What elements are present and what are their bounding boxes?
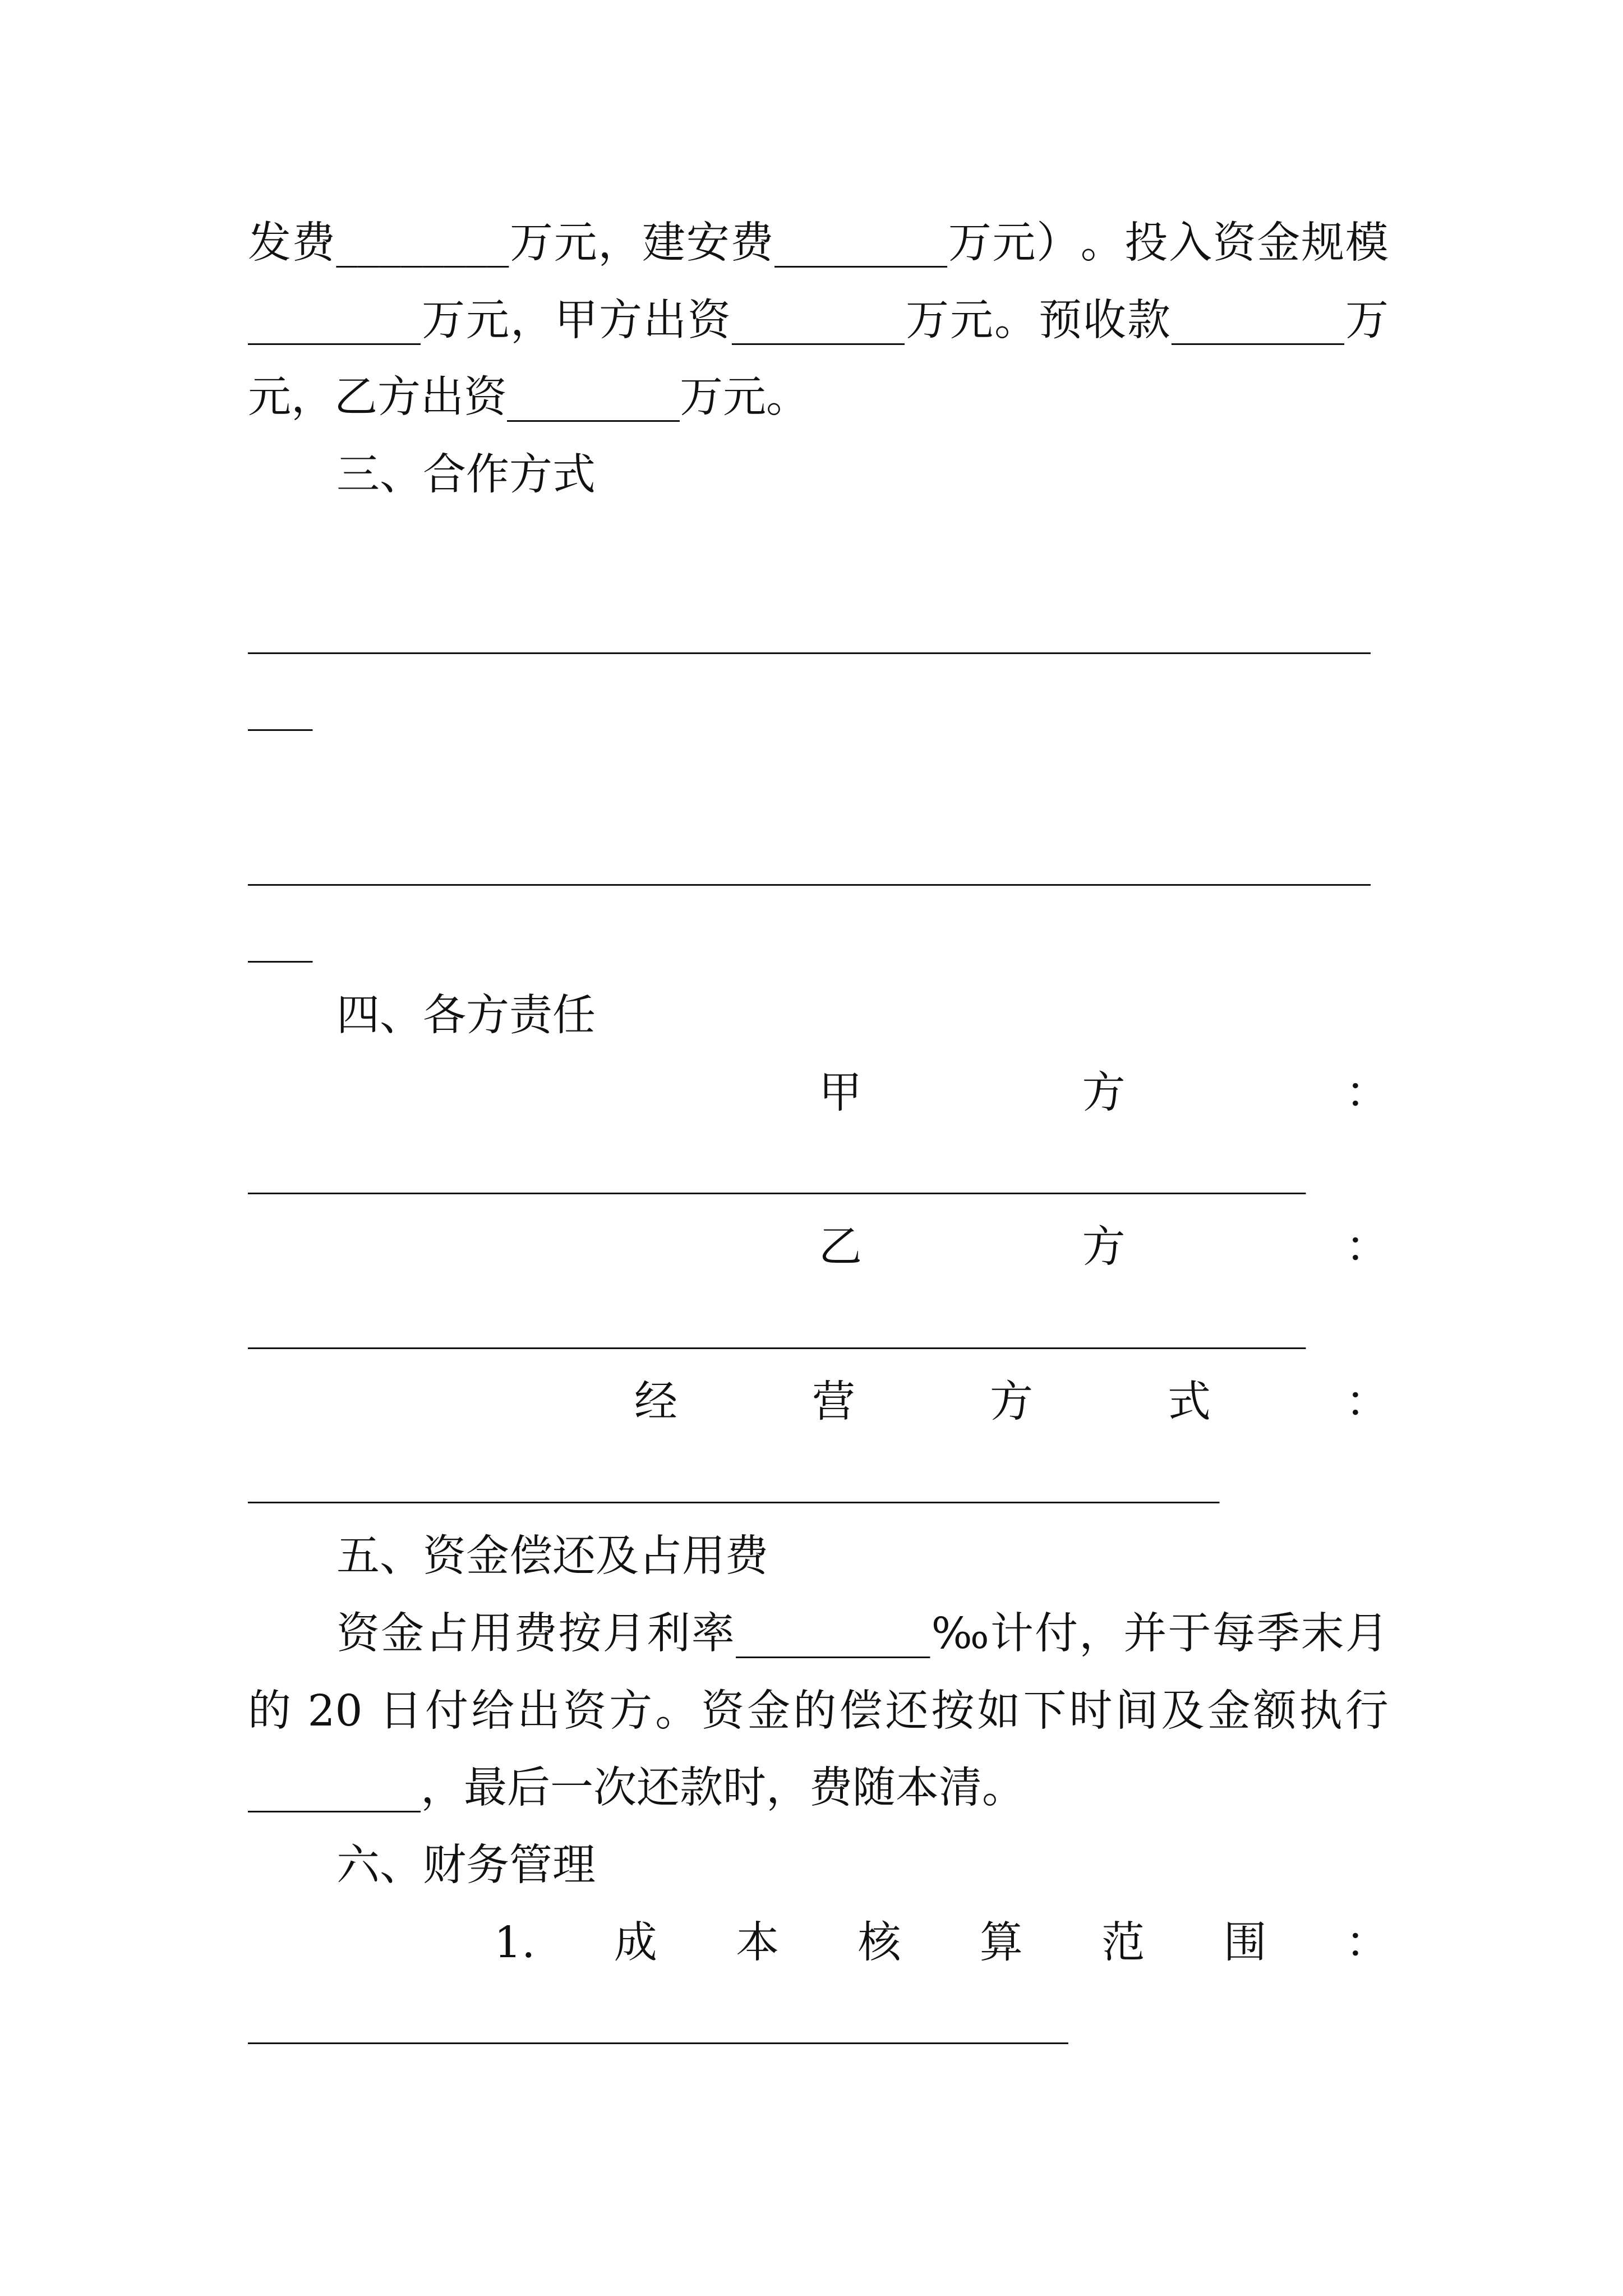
glyph: 金 <box>381 1609 425 1659</box>
glyph: ________ <box>774 218 948 268</box>
operation-mode-blank: _____________________________________________ <box>248 1454 1220 1504</box>
section-heading-cooperation: 三、合作方式 <box>336 450 596 500</box>
investment-line-1 <box>248 205 1389 282</box>
glyph: 及 <box>1161 1686 1205 1736</box>
repayment-line-2 <box>248 1673 1389 1750</box>
glyph: ， <box>598 218 642 268</box>
glyph: 。 <box>994 296 1038 346</box>
glyph: 占 <box>425 1609 469 1659</box>
glyph: ： <box>1345 1918 1389 1968</box>
glyph: 万 <box>906 296 949 346</box>
glyph: 式 <box>1168 1377 1211 1427</box>
glyph: 季 <box>1256 1609 1300 1659</box>
glyph: 元 <box>992 218 1036 268</box>
glyph: 日 <box>379 1686 422 1736</box>
cooperation-blank-line: ____________________________________________________ <box>248 836 1371 886</box>
glyph: 每 <box>1212 1609 1256 1659</box>
investment-line-3: 元，乙方出资________万元。 <box>248 372 809 422</box>
glyph: ________ <box>1172 296 1344 346</box>
glyph: 费 <box>292 218 335 268</box>
party-a-label <box>819 1055 1389 1132</box>
glyph: 收 <box>1083 296 1126 346</box>
glyph: 范 <box>1101 1918 1145 1968</box>
glyph: ‰ <box>931 1609 989 1659</box>
glyph: 资 <box>1212 218 1256 268</box>
glyph: 本 <box>736 1918 780 1968</box>
glyph: 出 <box>643 296 686 346</box>
glyph: ________ <box>732 296 905 346</box>
glyph: 按 <box>931 1686 975 1736</box>
glyph: 。 <box>1080 218 1124 268</box>
glyph: 万 <box>948 218 992 268</box>
glyph: 间 <box>1115 1686 1159 1736</box>
glyph: 的 <box>248 1686 291 1736</box>
glyph: 方 <box>609 1686 653 1736</box>
glyph: 投 <box>1124 218 1168 268</box>
glyph: 用 <box>469 1609 513 1659</box>
glyph: ： <box>1345 1377 1389 1427</box>
glyph: 付 <box>1035 1609 1078 1659</box>
glyph: 还 <box>885 1686 929 1736</box>
section-heading-responsibilities: 四、各方责任 <box>336 991 596 1041</box>
glyph: ________ <box>336 218 509 268</box>
glyph: 并 <box>1123 1609 1167 1659</box>
cooperation-blank-line: ___ <box>248 913 313 963</box>
glyph: 。 <box>655 1686 699 1736</box>
cost-accounting-scope-label <box>494 1904 1389 1982</box>
glyph: ： <box>1345 1068 1389 1118</box>
glyph: 费 <box>730 218 774 268</box>
glyph: 方 <box>599 296 642 346</box>
party-a-blank: _________________________________________________ <box>248 1145 1306 1195</box>
glyph: 资 <box>563 1686 607 1736</box>
glyph: 万 <box>1345 296 1389 346</box>
repayment-line-3: ________，最后一次还款时，费随本清。 <box>248 1763 1025 1813</box>
glyph: 计 <box>990 1609 1034 1659</box>
glyph: 时 <box>1069 1686 1113 1736</box>
glyph: 规 <box>1301 218 1345 268</box>
glyph: 付 <box>425 1686 469 1736</box>
glyph: 算 <box>979 1918 1023 1968</box>
glyph: 预 <box>1039 296 1082 346</box>
glyph: 于 <box>1168 1609 1211 1659</box>
glyph: 月 <box>602 1609 646 1659</box>
glyph: 方 <box>1082 1068 1126 1118</box>
glyph: 建 <box>642 218 686 268</box>
glyph: 末 <box>1301 1609 1344 1659</box>
glyph: 费 <box>514 1609 557 1659</box>
glyph: 金 <box>1257 218 1301 268</box>
glyph: 甲 <box>819 1068 862 1118</box>
glyph: 资 <box>701 1686 745 1736</box>
glyph: 围 <box>1223 1918 1267 1968</box>
glyph: ： <box>1345 1222 1389 1272</box>
glyph: 经 <box>634 1377 677 1427</box>
glyph: 安 <box>686 218 730 268</box>
glyph: 入 <box>1169 218 1212 268</box>
glyph: 如 <box>977 1686 1021 1736</box>
glyph: 的 <box>793 1686 837 1736</box>
repayment-line-1 <box>336 1595 1389 1673</box>
glyph: 模 <box>1345 218 1389 268</box>
glyph: 行 <box>1345 1686 1389 1736</box>
glyph: 月 <box>1345 1609 1389 1659</box>
glyph: 元 <box>554 218 597 268</box>
glyph: 万 <box>422 296 465 346</box>
glyph: 率 <box>691 1609 735 1659</box>
party-b-blank: _________________________________________________ <box>248 1300 1306 1350</box>
glyph: ， <box>510 296 554 346</box>
glyph: 甲 <box>555 296 598 346</box>
glyph: 核 <box>857 1918 901 1968</box>
glyph: 方 <box>990 1377 1033 1427</box>
glyph: 出 <box>517 1686 561 1736</box>
glyph: 金 <box>1207 1686 1251 1736</box>
glyph: 额 <box>1253 1686 1297 1736</box>
section-heading-repayment: 五、资金偿还及占用费 <box>336 1531 768 1581</box>
glyph: ） <box>1036 218 1080 268</box>
section-heading-finance: 六、财务管理 <box>336 1841 596 1890</box>
glyph: 乙 <box>819 1222 862 1272</box>
glyph: 按 <box>558 1609 602 1659</box>
cooperation-blank-line: ____________________________________________________ <box>248 605 1371 655</box>
glyph: 利 <box>647 1609 690 1659</box>
cost-accounting-scope-blank: ______________________________________ <box>248 1995 1068 2045</box>
glyph: _________ <box>735 1609 930 1659</box>
glyph: 成 <box>614 1918 657 1968</box>
glyph: 执 <box>1299 1686 1343 1736</box>
glyph: 1. <box>494 1918 536 1968</box>
party-b-label <box>819 1209 1389 1286</box>
glyph: 方 <box>1082 1222 1126 1272</box>
cooperation-blank-line: ___ <box>248 682 313 731</box>
glyph: 下 <box>1023 1686 1067 1736</box>
glyph: 万 <box>510 218 554 268</box>
operation-mode-label <box>634 1364 1389 1441</box>
glyph: 款 <box>1127 296 1170 346</box>
glyph: 资 <box>688 296 731 346</box>
glyph: ， <box>1079 1609 1123 1659</box>
glyph: 偿 <box>839 1686 883 1736</box>
investment-line-2 <box>248 282 1389 360</box>
glyph: 发 <box>248 218 291 268</box>
glyph: ________ <box>248 296 421 346</box>
glyph: 营 <box>812 1377 855 1427</box>
glyph: 金 <box>747 1686 791 1736</box>
glyph: 给 <box>471 1686 515 1736</box>
glyph: 元 <box>950 296 993 346</box>
glyph: 20 <box>294 1686 376 1736</box>
glyph: 资 <box>336 1609 380 1659</box>
glyph: 元 <box>466 296 509 346</box>
